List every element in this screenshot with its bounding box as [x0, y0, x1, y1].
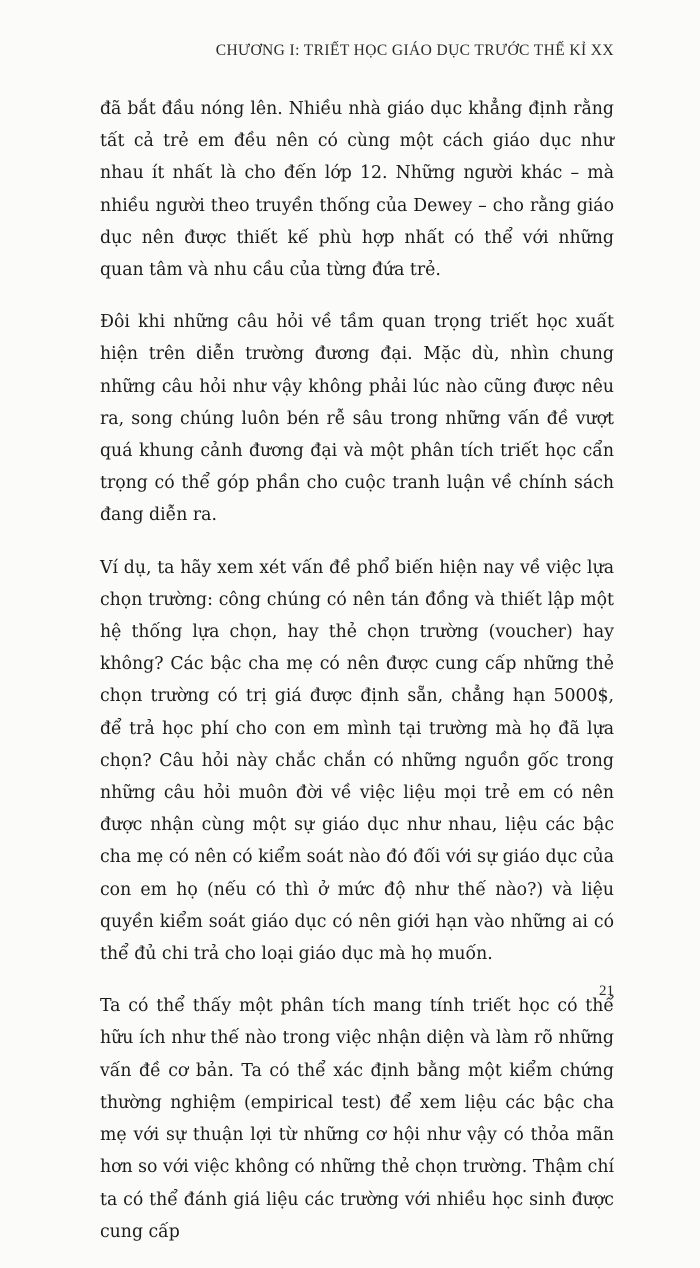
paragraph: Ta có thể thấy một phân tích mang tính triết học có thể hữu ích như thế nào trong việc nhận diện và làm rõ những vấn đề cơ bản. Ta có thể xác định bằng một kiểm chứng thường nghiệm (empirical test) để xem liệu các bậc cha mẹ với sự thuận lợi từ những cơ hội như vậy có thỏa mãn hơn so với việc không có những thẻ chọn trường. Thậm chí ta có thể đánh giá liệu các trường với nhiều học sinh được cung cấp	[100, 996, 614, 1242]
body-text	[100, 93, 614, 1268]
running-header: CHƯƠNG I: TRIẾT HỌC GIÁO DỤC TRƯỚC THẾ KỈ XX	[215, 42, 614, 59]
paragraph: Đôi khi những câu hỏi về tầm quan trọng triết học xuất hiện trên diễn trường đương đại. Mặc dù, nhìn chung những câu hỏi như vậy không phải lúc nào cũng được nêu ra, song chúng luôn bén rễ sâu trong những vấn đề vượt quá khung cảnh đương đại và một phân tích triết học cẩn trọng có thể góp phần cho cuộc tranh luận về chính sách đang diễn ra.	[100, 312, 614, 526]
paragraph: đã bắt đầu nóng lên. Nhiều nhà giáo dục khẳng định rằng tất cả trẻ em đều nên có cùng một cách giáo dục như nhau ít nhất là cho đến lớp 12. Những người khác – mà nhiều người theo truyền thống của Dewey – cho rằng giáo dục nên được thiết kế phù hợp nhất có thể với những quan tâm và nhu cầu của từng đứa trẻ.	[100, 99, 614, 281]
page-number: 21	[599, 983, 614, 999]
paragraph: Ví dụ, ta hãy xem xét vấn đề phổ biến hiện nay về việc lựa chọn trường: công chúng có nên tán đồng và thiết lập một hệ thống lựa chọn, hay thẻ chọn trường (voucher) hay không? Các bậc cha mẹ có nên được cung cấp những thẻ chọn trường có trị giá được định sẵn, chẳng hạn 5000$, để trả học phí cho con em mình tại trường mà họ đã lựa chọn? Câu hỏi này chắc chắn có những nguồn gốc trong những câu hỏi muôn đời về việc liệu mọi trẻ em có nên được nhận cùng một sự giáo dục như nhau, liệu các bậc cha mẹ có nên có kiểm soát nào đó đối với sự giáo dục của con em họ (nếu có thì ở mức độ như thế nào?) và liệu quyền kiểm soát giáo dục có nên giới hạn vào những ai có thể đủ chi trả cho loại giáo dục mà họ muốn.	[100, 557, 614, 965]
